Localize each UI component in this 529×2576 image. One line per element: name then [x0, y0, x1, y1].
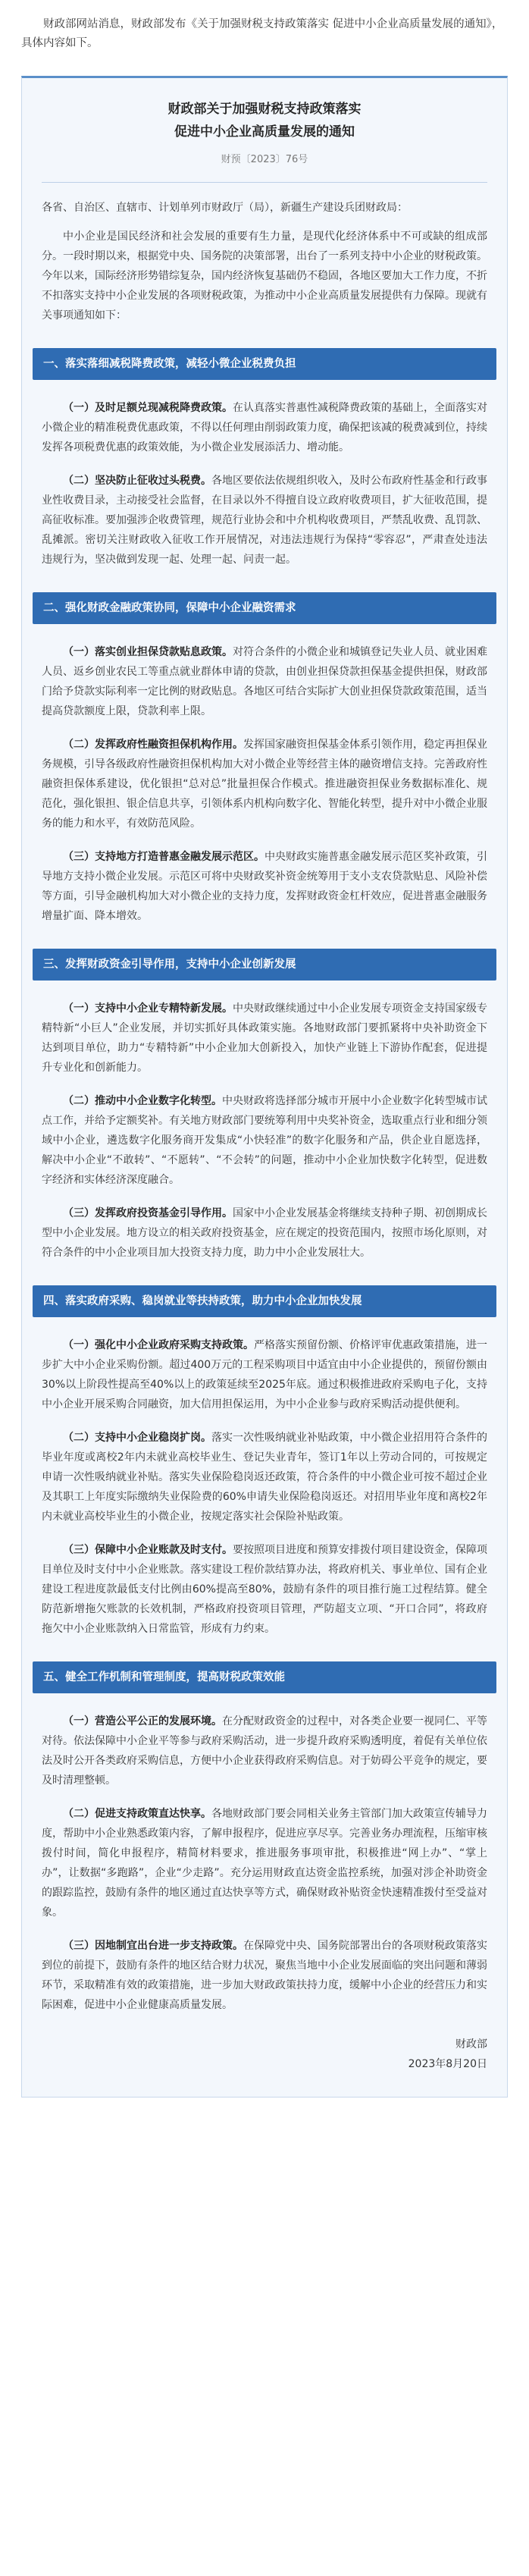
divider [42, 182, 487, 183]
paragraph-body: 在认真落实普惠性减税降费政策的基础上，全面落实对小微企业的精准税费优惠政策，不得以任何理由削弱政策力度，确保把该减的税费减到位，持续发挥各项税费优惠的政策效能，为小微企业发展添活力、增动能。 [42, 402, 487, 453]
signoff [42, 2035, 487, 2074]
paragraph-body: 严格落实预留份额、价格评审优惠政策措施，进一步扩大中小企业采购份额。超过400万元的工程采购项目中适宜由中小企业提供的，预留份额由30%以上阶段性提高至40%以上的政策延续至2025年底。通过积极推进政府采购电子化，支持中小企业开展采购合同融资，加大信用担保运用，为中小企业参与政府采购活动提供便利。 [42, 1339, 487, 1410]
notice-card [21, 76, 508, 2098]
paragraph-lead: （一）强化中小企业政府采购支持政策。 [63, 1339, 254, 1351]
signoff-date: 2023年8月20日 [408, 2058, 487, 2070]
paragraph-body: 中央财政实施普惠金融发展示范区奖补政策，引导地方支持小微企业发展。示范区可将中央财政奖补资金统筹用于支小支农贷款贴息、风险补偿等方面，引导金融机构加大对小微企业的支持力度，发挥财政资金杠杆效应，促进普惠金融服务增量扩面、降本增效。 [42, 851, 487, 922]
paragraph-body: 各地财政部门要会同相关业务主管部门加大政策宣传辅导力度，帮助中小企业熟悉政策内容，了解申报程序，促进应享尽享。完善业务办理流程，压缩审核拨付时间，简化申报程序，精简材料要求，推进服务事项审批，积极推进“网上办”、“掌上办”，让数据“多跑路”，企业“少走路”。充分运用财政直达资金监控系统，加强对涉企补助资金的跟踪监控，鼓励有条件的地区通过直达快享等方式，确保财政补贴资金快速精准拨付至受益对象。 [42, 1808, 487, 1919]
section-paragraph [42, 1712, 487, 1790]
paragraph-body: 中央财政将选择部分城市开展中小企业数字化转型城市试点工作，并给予定额奖补。有关地方财政部门要统筹利用中央奖补资金，选取重点行业和细分领域中小企业，遴选数字化服务商开发集成“小快轻准”的数字化服务和产品，供企业自愿选择，解决中小企业“不敢转”、“不愿转”、“不会转”的问题，推动中小企业加快数字化转型，促进数字经济和实体经济深度融合。 [42, 1095, 487, 1186]
section-paragraph [42, 847, 487, 926]
paragraph-body: 国家中小企业发展基金将继续支持种子期、初创期成长型中小企业发展。地方设立的相关政府投资基金，应在规定的投资范围内，按照市场化原则，对符合条件的中小企业项目加大投资支持力度，助力中小企业发展壮大。 [42, 1207, 487, 1259]
section-paragraph [42, 1428, 487, 1526]
paragraph-lead: （一）落实创业担保贷款贴息政策。 [63, 646, 233, 658]
paragraph-body: 发挥国家融资担保基金体系引领作用，稳定再担保业务规模，引导各级政府性融资担保机构加大对小微企业等经营主体的融资增信支持。完善政府性融资担保体系建设，优化银担“总对总”批量担保合作模式。推进融资担保业务数据标准化、规范化，强化银担、银企信息共享，引领体系内机构向数字化、智能化转型，提升对中小微企业服务的能力和水平，有效防范风险。 [42, 739, 487, 830]
salutation: 各省、自治区、直辖市、计划单列市财政厅（局），新疆生产建设兵团财政局： [42, 202, 408, 214]
paragraph-body: 在保障党中央、国务院部署出台的各项财税政策落实到位的前提下，鼓励有条件的地区结合财力状况，聚焦当地中小企业发展面临的突出问题和薄弱环节，采取精准有效的政策措施，进一步加大财政政策扶持力度，缓解中小企业的经营压力和实际困难，促进中小企业健康高质量发展。 [42, 1940, 487, 2011]
sections [42, 348, 487, 2015]
doc-title-line2: 促进中小企业高质量发展的通知 [174, 124, 355, 140]
paragraph-lead: （二）促进支持政策直达快享。 [63, 1808, 211, 1820]
intro-text: 财政部网站消息，财政部发布《关于加强财税支持政策落实 促进中小企业高质量发展的通知》，具体内容如下。 [21, 18, 503, 49]
section-paragraph [42, 1203, 487, 1263]
paragraph-body: 中央财政继续通过中小企业发展专项资金支持国家级专精特新“小巨人”企业发展，并切实抓好具体政策实施。各地财政部门要抓紧将中央补助资金下达到项目单位，助力“专精特新”中小企业加大创新投入，加快产业链上下游协作配套，促进提升专业化和创新能力。 [42, 1002, 487, 1074]
preamble: 中小企业是国民经济和社会发展的重要有生力量，是现代化经济体系中不可或缺的组成部分。一段时期以来，根据党中央、国务院的决策部署，出台了一系列支持中小企业的财税政策。今年以来，国际经济形势错综复杂，国内经济恢复基础仍不稳固，各地区要加大工作力度，不折不扣落实支持中小企业发展的各项财税政策，为推动中小企业高质量发展提供有力保障。现就有关事项通知如下： [42, 231, 487, 322]
paragraph-body: 在分配财政资金的过程中，对各类企业要一视同仁、平等对待。依法保障中小企业平等参与政府采购活动，进一步提升政府采购透明度，着促有关单位依法及时公开各类政府采购信息，方便中小企业获得政府采购信息。对于妨碍公平竞争的规定，要及时清理整顿。 [42, 1715, 487, 1787]
paragraph-lead: （三）保障中小企业账款及时支付。 [63, 1544, 233, 1556]
paragraph-lead: （三）因地制宜出台进一步支持政策。 [63, 1940, 243, 1952]
section-paragraph [42, 1804, 487, 1922]
doc-number: 财预〔2023〕76号 [221, 154, 308, 165]
section-paragraph [42, 398, 487, 457]
signoff-org: 财政部 [455, 2038, 487, 2050]
section-heading: 一、落实落细减税降费政策，减轻小微企业税费负担 [33, 348, 496, 380]
paragraph-body: 各地区要依法依规组织收入，及时公布政府性基金和行政事业性收费目录，主动接受社会监督，在目录以外不得擅自设立政府收费项目，扩大征收范围，提高征收标准。要加强涉企收费管理，规范行业协会和中介机构收费项目，严禁乱收费、乱罚款、乱摊派。密切关注财政收入征收工作开展情况，对违法违规行为保持“零容忍”，严肃查处违法违规行为，坚决做到发现一起、处理一起、问责一起。 [42, 475, 487, 566]
section-paragraph [42, 735, 487, 833]
paragraph-lead: （一）支持中小企业专精特新发展。 [63, 1002, 233, 1015]
section-paragraph [42, 642, 487, 721]
paragraph-lead: （三）支持地方打造普惠金融发展示范区。 [63, 851, 264, 863]
paragraph-lead: （二）支持中小企业稳岗扩岗。 [63, 1432, 211, 1444]
section-paragraph [42, 1335, 487, 1414]
paragraph-lead: （二）坚决防止征收过头税费。 [63, 475, 211, 487]
paragraph-lead: （二）推动中小企业数字化转型。 [63, 1095, 222, 1107]
paragraph-lead: （三）发挥政府投资基金引导作用。 [63, 1207, 233, 1219]
section-heading: 四、落实政府采购、稳岗就业等扶持政策，助力中小企业加快发展 [33, 1285, 496, 1317]
paragraph-body: 要按照项目进度和预算安排拨付项目建设资金，保障项目单位及时支付中小企业账款。落实建设工程价款结算办法，将政府机关、事业单位、国有企业建设工程进度款最低支付比例由60%提高至80%，鼓励有条件的项目推行施工过程结算。健全防范新增拖欠账款的长效机制，严格政府投资项目管理，严防超支立项、“开口合同”，将政府拖欠中小企业账款纳入日常监管，形成有力约束。 [42, 1544, 487, 1635]
paragraph-lead: （二）发挥政府性融资担保机构作用。 [63, 739, 243, 751]
section-paragraph [42, 1540, 487, 1639]
section-heading: 三、发挥财政资金引导作用，支持中小企业创新发展 [33, 949, 496, 981]
section-paragraph [42, 471, 487, 569]
paragraph-body: 落实一次性吸纳就业补贴政策，中小微企业招用符合条件的毕业年度或离校2年内未就业高校毕业生、登记失业青年，签订1年以上劳动合同的，可按规定申请一次性吸纳就业补贴。落实失业保险稳岗返还政策，符合条件的中小微企业可按不超过企业及其职工上年度实际缴纳失业保险费的60%申请失业保险稳岗返还。对招用毕业年度和离校2年内未就业高校毕业生的小微企业，按规定落实社会保险补贴政策。 [42, 1432, 487, 1523]
section-paragraph [42, 999, 487, 1078]
section-heading: 五、健全工作机制和管理制度，提高财税政策效能 [33, 1661, 496, 1693]
paragraph-body: 对符合条件的小微企业和城镇登记失业人员、就业困难人员、返乡创业农民工等重点就业群体申请的贷款，由创业担保贷款担保基金提供担保，财政部门给予贷款实际利率一定比例的财政贴息。各地区可结合实际扩大创业担保贷款政策范围，适当提高贷款额度上限，贷款利率上限。 [42, 646, 487, 717]
paragraph-lead: （一）及时足额兑现减税降费政策。 [63, 402, 233, 414]
section-paragraph [42, 1936, 487, 2015]
doc-title-line1: 财政部关于加强财税支持政策落实 [167, 102, 362, 117]
section-paragraph [42, 1091, 487, 1190]
section-heading: 二、强化财政金融政策协同，保障中小企业融资需求 [33, 592, 496, 624]
paragraph-lead: （一）营造公平公正的发展环境。 [63, 1715, 222, 1727]
